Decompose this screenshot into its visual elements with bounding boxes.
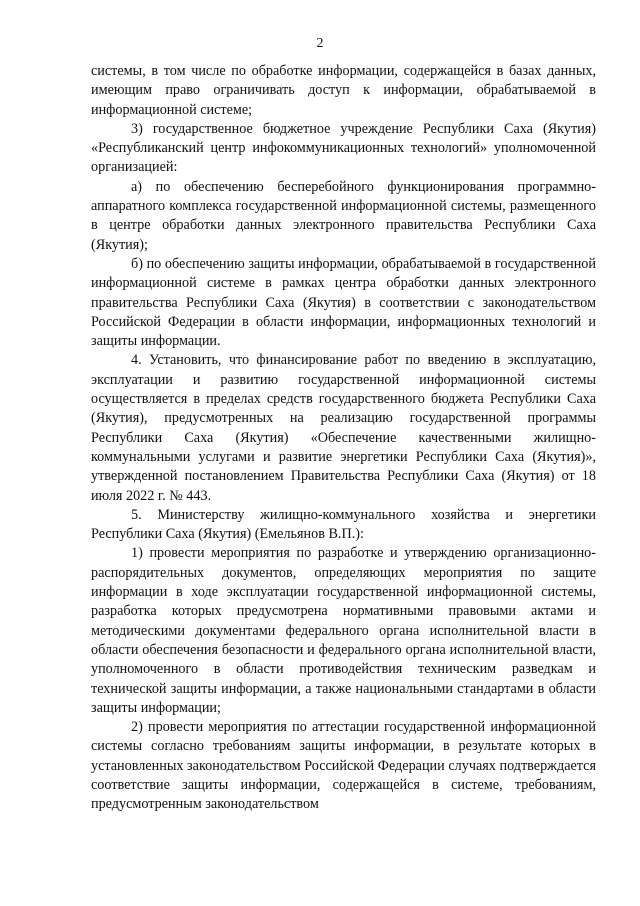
- paragraph-subitem-b: б) по обеспечению защиты информации, обрабатываемой в государственной информационной системе в рамках центра обработки данных электронного правительства Республики Саха (Якутия) в соответствии с законодательством Российской Федерации в области информации, информационных технологий и защиты информации.: [91, 255, 596, 350]
- paragraph-subitem-1: 1) провести мероприятия по разработке и утверждению организационно-распорядительных документов, определяющих мероприятия по защите информации в ходе эксплуатации государственной информационной системы, разработка которых предусмотрена нормативными правовыми актами и методическими документами федерального органа исполнительной власти в области обеспечения безопасности и федерального органа исполнительной власти, уполномоченного в области противодействия техническим разведкам и технической защиты информации, а также национальными стандартами в области защиты информации;: [91, 545, 596, 716]
- paragraph-item-4-financing: 4. Установить, что финансирование работ по введению в эксплуатацию, эксплуатации и развитию государственной информационной системы осуществляется в пределах средств государственного бюджета Республики Саха (Якутия), предусмотренных на реализацию государственной программы Республики Саха (Якутия) «Обеспечение качественными жилищно-коммунальными услугами и развитие энергетики Республики Саха (Якутия)», утвержденной постановлением Правительства Республики Саха (Якутия) от 18 июля 2022 г. № 443.: [91, 352, 596, 504]
- paragraph-subitem-a: а) по обеспечению бесперебойного функционирования программно-аппаратного комплекса государственной информационной системы, размещенного в центре обработки данных электронного правительства Республики Саха (Якутия);: [91, 178, 596, 253]
- paragraph-item-3-rcit: 3) государственное бюджетное учреждение Республики Саха (Якутия) «Республиканский центр инфокоммуникационных технологий» уполномоченной организацией:: [91, 120, 596, 176]
- document-body: [91, 62, 596, 815]
- paragraph-item-5-ministry: 5. Министерству жилищно-коммунального хозяйства и энергетики Республики Саха (Якутия) (Емельянов В.П.):: [91, 506, 596, 543]
- paragraph-continuation: системы, в том числе по обработке информации, содержащейся в базах данных, имеющим право ограничивать доступ к информации, обрабатываемой в информационной системе;: [91, 63, 596, 118]
- paragraph-subitem-2: 2) провести мероприятия по аттестации государственной информационной системы согласно требованиям защиты информации, в результате которых в установленных законодательством Российской Федерации случаях подтверждается соответствие защиты информации, содержащейся в системе, требованиям, предусмотренным законодательством: [91, 719, 596, 813]
- page-number: 2: [316, 36, 324, 51]
